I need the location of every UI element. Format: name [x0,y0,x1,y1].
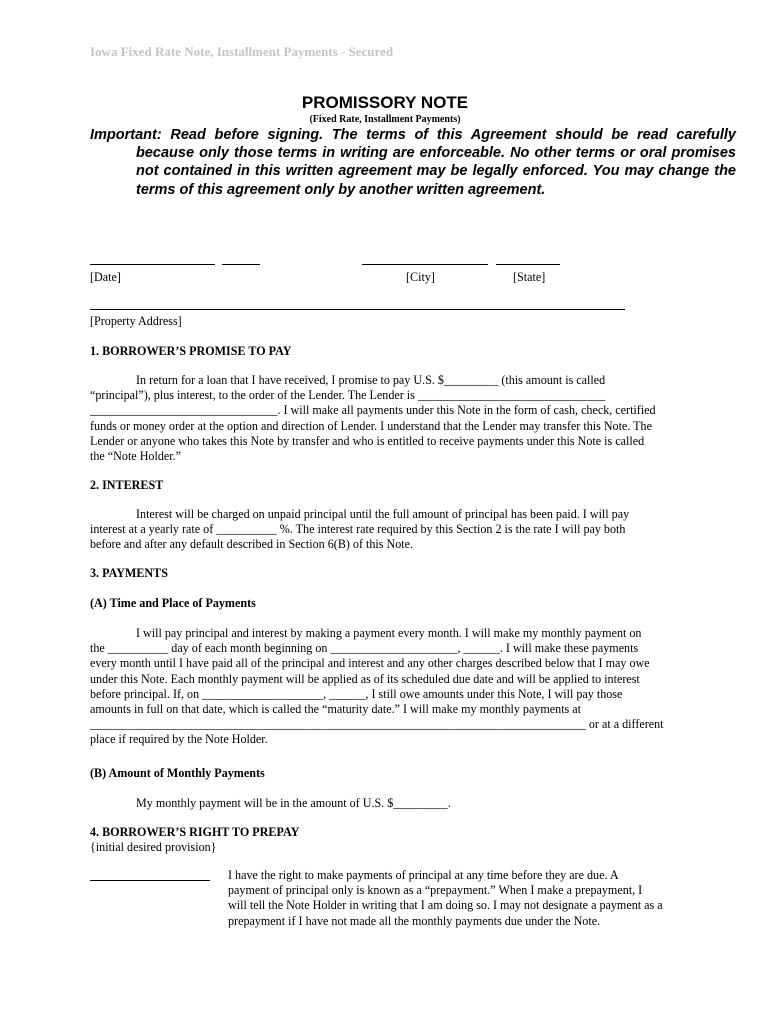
initial-blank-line [90,880,210,881]
section-3a-line: the __________ day of each month beginning on _____________________, ______. I will make these payments [90,641,639,656]
section-4-line: payment of principal only is known as a “prepayment.” When I make a prepayment, I [228,883,643,898]
section-2-heading: 2. INTEREST [90,478,164,492]
section-3a-heading: (A) Time and Place of Payments [90,596,256,610]
section-2-line: interest at a yearly rate of __________ %. The interest rate required by this Section 2 is the rate I will pay both [90,522,626,537]
date-blank-line [90,264,215,265]
section-2-body [90,507,629,553]
section-3-heading: 3. PAYMENTS [90,566,168,580]
section-3a-line: amounts in full on that date, which is called the “maturity date.” I will make my monthly payments at [90,702,582,717]
section-4-note: {initial desired provision} [90,840,217,854]
section-4-line: prepayment if I have not made all the monthly payments due under the Note. [228,913,601,928]
section-1-line: In return for a loan that I have received, I promise to pay U.S. $_________ (this amount is called [136,373,606,387]
section-3a-line: place if required by the Note Holder. [90,732,268,747]
section-3a-line: I will pay principal and interest by making a payment every month. I will make my monthly payment on [136,626,642,640]
section-4-line: will tell the Note Holder in writing that I am doing so. I may not designate a payment as a [228,898,663,913]
section-1-body [90,373,656,464]
property-address-label: [Property Address] [90,314,182,328]
section-3a-line: __________________________________________________________________________________ or at a different [90,717,664,732]
section-4-line: I have the right to make payments of principal at any time before they are due. A [228,868,619,882]
section-1-line: _______________________________. I will make all payments under this Note in the form of cash, check, certified [90,403,656,418]
section-4-body [228,868,663,929]
property-address-line [90,309,625,310]
section-1-line: the “Note Holder.” [90,449,182,464]
city-label: [City] [406,270,435,284]
section-1-line: Lender or anyone who takes this Note by transfer and who is entitled to receive payments under this Note is called [90,433,645,448]
section-1-heading: 1. BORROWER’S PROMISE TO PAY [90,344,292,358]
year-blank-line [222,264,260,265]
document-subtitle: (Fixed Rate, Installment Payments) [309,114,461,125]
section-3a-line: before principal. If, on ____________________, ______, I still owe amounts under this Note, I will pay those [90,686,623,701]
section-2-line: Interest will be charged on unpaid principal until the full amount of principal has been paid. I will pay [136,507,630,521]
section-2-line: before and after any default described in Section 6(B) of this Note. [90,537,414,552]
date-label: [Date] [90,270,121,284]
section-3b-heading: (B) Amount of Monthly Payments [90,766,265,780]
city-blank-line [362,264,488,265]
section-1-line: “principal”), plus interest, to the order of the Lender. The Lender is _______________________________ [90,388,606,403]
section-3a-line: under this Note. Each monthly payment will be applied as of its scheduled due date and will be applied to interest [90,671,640,686]
section-3a-body [90,626,664,748]
state-label: [State] [513,270,546,284]
document-header: Iowa Fixed Rate Note, Installment Payments - Secured [90,44,394,59]
section-3a-line: every month until I have paid all of the principal and interest and any other charges described below that I may owe [90,656,650,671]
section-1-line: funds or money order at the option and direction of Lender. I understand that the Lender may transfer this Note. The [90,418,652,433]
state-blank-line [496,264,560,265]
document-title: PROMISSORY NOTE [301,93,469,112]
section-4-heading: 4. BORROWER’S RIGHT TO PREPAY [90,825,300,839]
important-notice: Important: Read before signing. The terms of this Agreement should be read carefully because only those terms in writing are enforceable. No other terms or oral promises not contained in this written agreement may be legally enforced. You may change the terms of this agreement only by another written agreement. [90,127,736,198]
section-3b-line: My monthly payment will be in the amount of U.S. $_________. [136,796,451,810]
